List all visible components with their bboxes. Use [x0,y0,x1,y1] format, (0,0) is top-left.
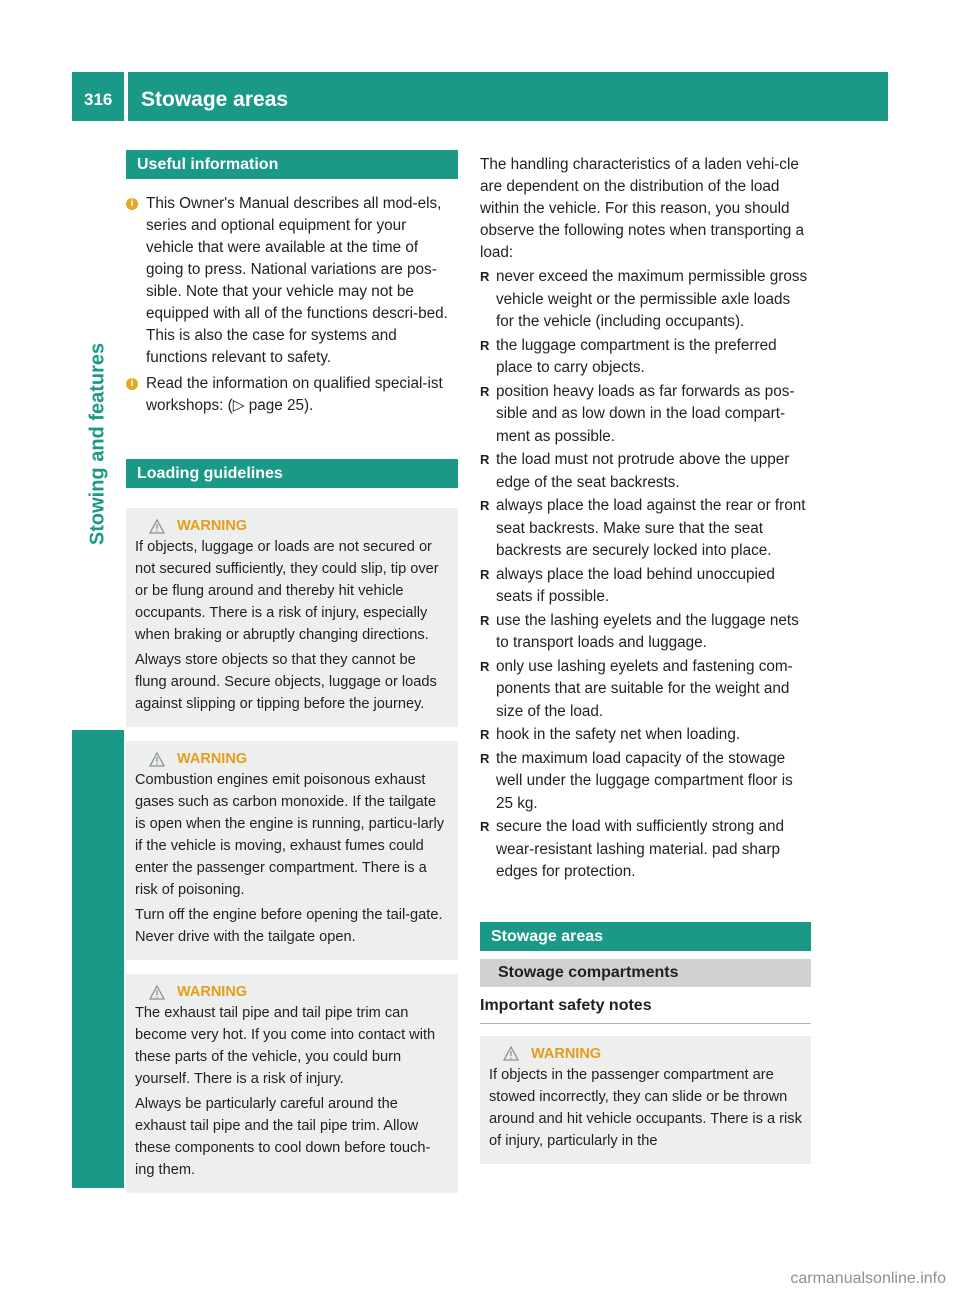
warning-text: The exhaust tail pipe and tail pipe trim can become very hot. If you come into contact with these parts of the vehicle, you could burn yourself. There is a risk of injury. [135,1005,436,1087]
info-text: This Owner's Manual describes all mod-els, series and optional equipment for your vehicle that were available at the time of going to press. National variations are pos-sible. Note that your vehicle may not be equipped with all of the functions descri-bed. This is also the case for systems and functions relevant to safety. [146,195,448,366]
warning-box [126,974,458,1193]
warning-text: If objects, luggage or loads are not secured or not secured sufficiently, they could slip, tip over or be flung around and thereby hit vehicle occupants. There is a risk of injury, especially when braking or abruptly changing directions. [135,539,439,643]
warning-box [126,508,458,727]
warning-text: Always be particularly careful around the exhaust tail pipe and the tail pipe trim. Allow these components to cool down before touch-ing them. [135,1096,431,1178]
warning-text: Combustion engines emit poisonous exhaust gases such as carbon monoxide. If the tailgate is open when the engine is running, particu-larly if the vehicle is moving, exhaust fumes could enter the passenger compartment. There is a risk of poisoning. [135,772,445,898]
right-column [480,150,811,1164]
left-column [126,150,458,1193]
intro-paragraph: The handling characteristics of a laden vehi-cle are dependent on the distribution of the load within the vehicle. For this reason, you should observe the following notes when transporting a load: [480,156,804,261]
list-item: R hook in the safety net when loading. [480,726,741,743]
warning-text: Turn off the engine before opening the tail-gate. Never drive with the tailgate open. [135,907,443,945]
list-item: R always place the load behind unoccupied seats if possible. [480,565,775,605]
warning-label: WARNING [531,1045,602,1062]
warning-triangle-icon [149,985,165,1000]
warning-title [149,984,449,1000]
subsection-heading-stowage-compartments: Stowage compartments [480,959,811,987]
list-item: R position heavy loads as far forwards as pos-sible and as low down in the load compart-ment as possible. [480,382,795,445]
list-item: R always place the load against the rear or front seat backrests. Make sure that the seat backrests are securely locked into place. [480,497,806,559]
list-item: R the luggage compartment is the preferred place to carry objects. [480,336,777,376]
warning-title [149,518,449,534]
info-icon: i [126,198,138,210]
info-note [126,373,458,417]
list-item: R the maximum load capacity of the stowage well under the luggage compartment floor is 25 kg. [480,749,793,812]
list-item: R never exceed the maximum permissible gross vehicle weight or the permissible axle loads for the vehicle (including occupants). [480,268,808,330]
warning-text: If objects in the passenger compartment are stowed incorrectly, they can slide or be thrown around and hit vehicle occupants. There is a risk of injury, particularly in the [489,1066,802,1149]
watermark: carmanualsonline.info [790,1270,946,1287]
bullet-list [480,266,811,884]
warning-triangle-icon [149,752,165,767]
side-tab-label: Stowing and features [87,333,110,555]
warning-triangle-icon [149,519,165,534]
list-item: R secure the load with sufficiently strong and wear-resistant lashing material. pad sharp edges for protection. [480,818,784,880]
page-number: 316 [84,90,113,109]
info-note [126,193,458,369]
list-item: R only use lashing eyelets and fastening com-ponents that are suitable for the weight and size of the load. [480,657,793,720]
section-heading-loading-guidelines: Loading guidelines [126,459,458,488]
warning-box [126,741,458,960]
section-heading-stowage-areas: Stowage areas [480,922,811,951]
list-item: R the load must not protrude above the upper edge of the seat backrests. [480,451,790,491]
warning-label: WARNING [177,518,248,534]
warning-box [480,1036,811,1164]
heading-important-safety-notes: Important safety notes [480,991,811,1024]
list-item: R use the lashing eyelets and the luggage nets to transport loads and luggage. [480,611,799,651]
page-title: Stowage areas [141,88,289,111]
info-icon: i [126,378,138,390]
warning-text: Always store objects so that they cannot be flung around. Secure objects, luggage or loads against slipping or tipping before the journey. [135,652,437,712]
warning-label: WARNING [177,751,248,767]
section-heading-useful-information: Useful information [126,150,458,179]
warning-title [149,751,449,767]
info-text: Read the information on qualified special-ist workshops: (▷ page 25). [146,375,443,414]
warning-title [503,1046,802,1062]
warning-label: WARNING [177,984,248,1000]
warning-triangle-icon [503,1046,519,1061]
